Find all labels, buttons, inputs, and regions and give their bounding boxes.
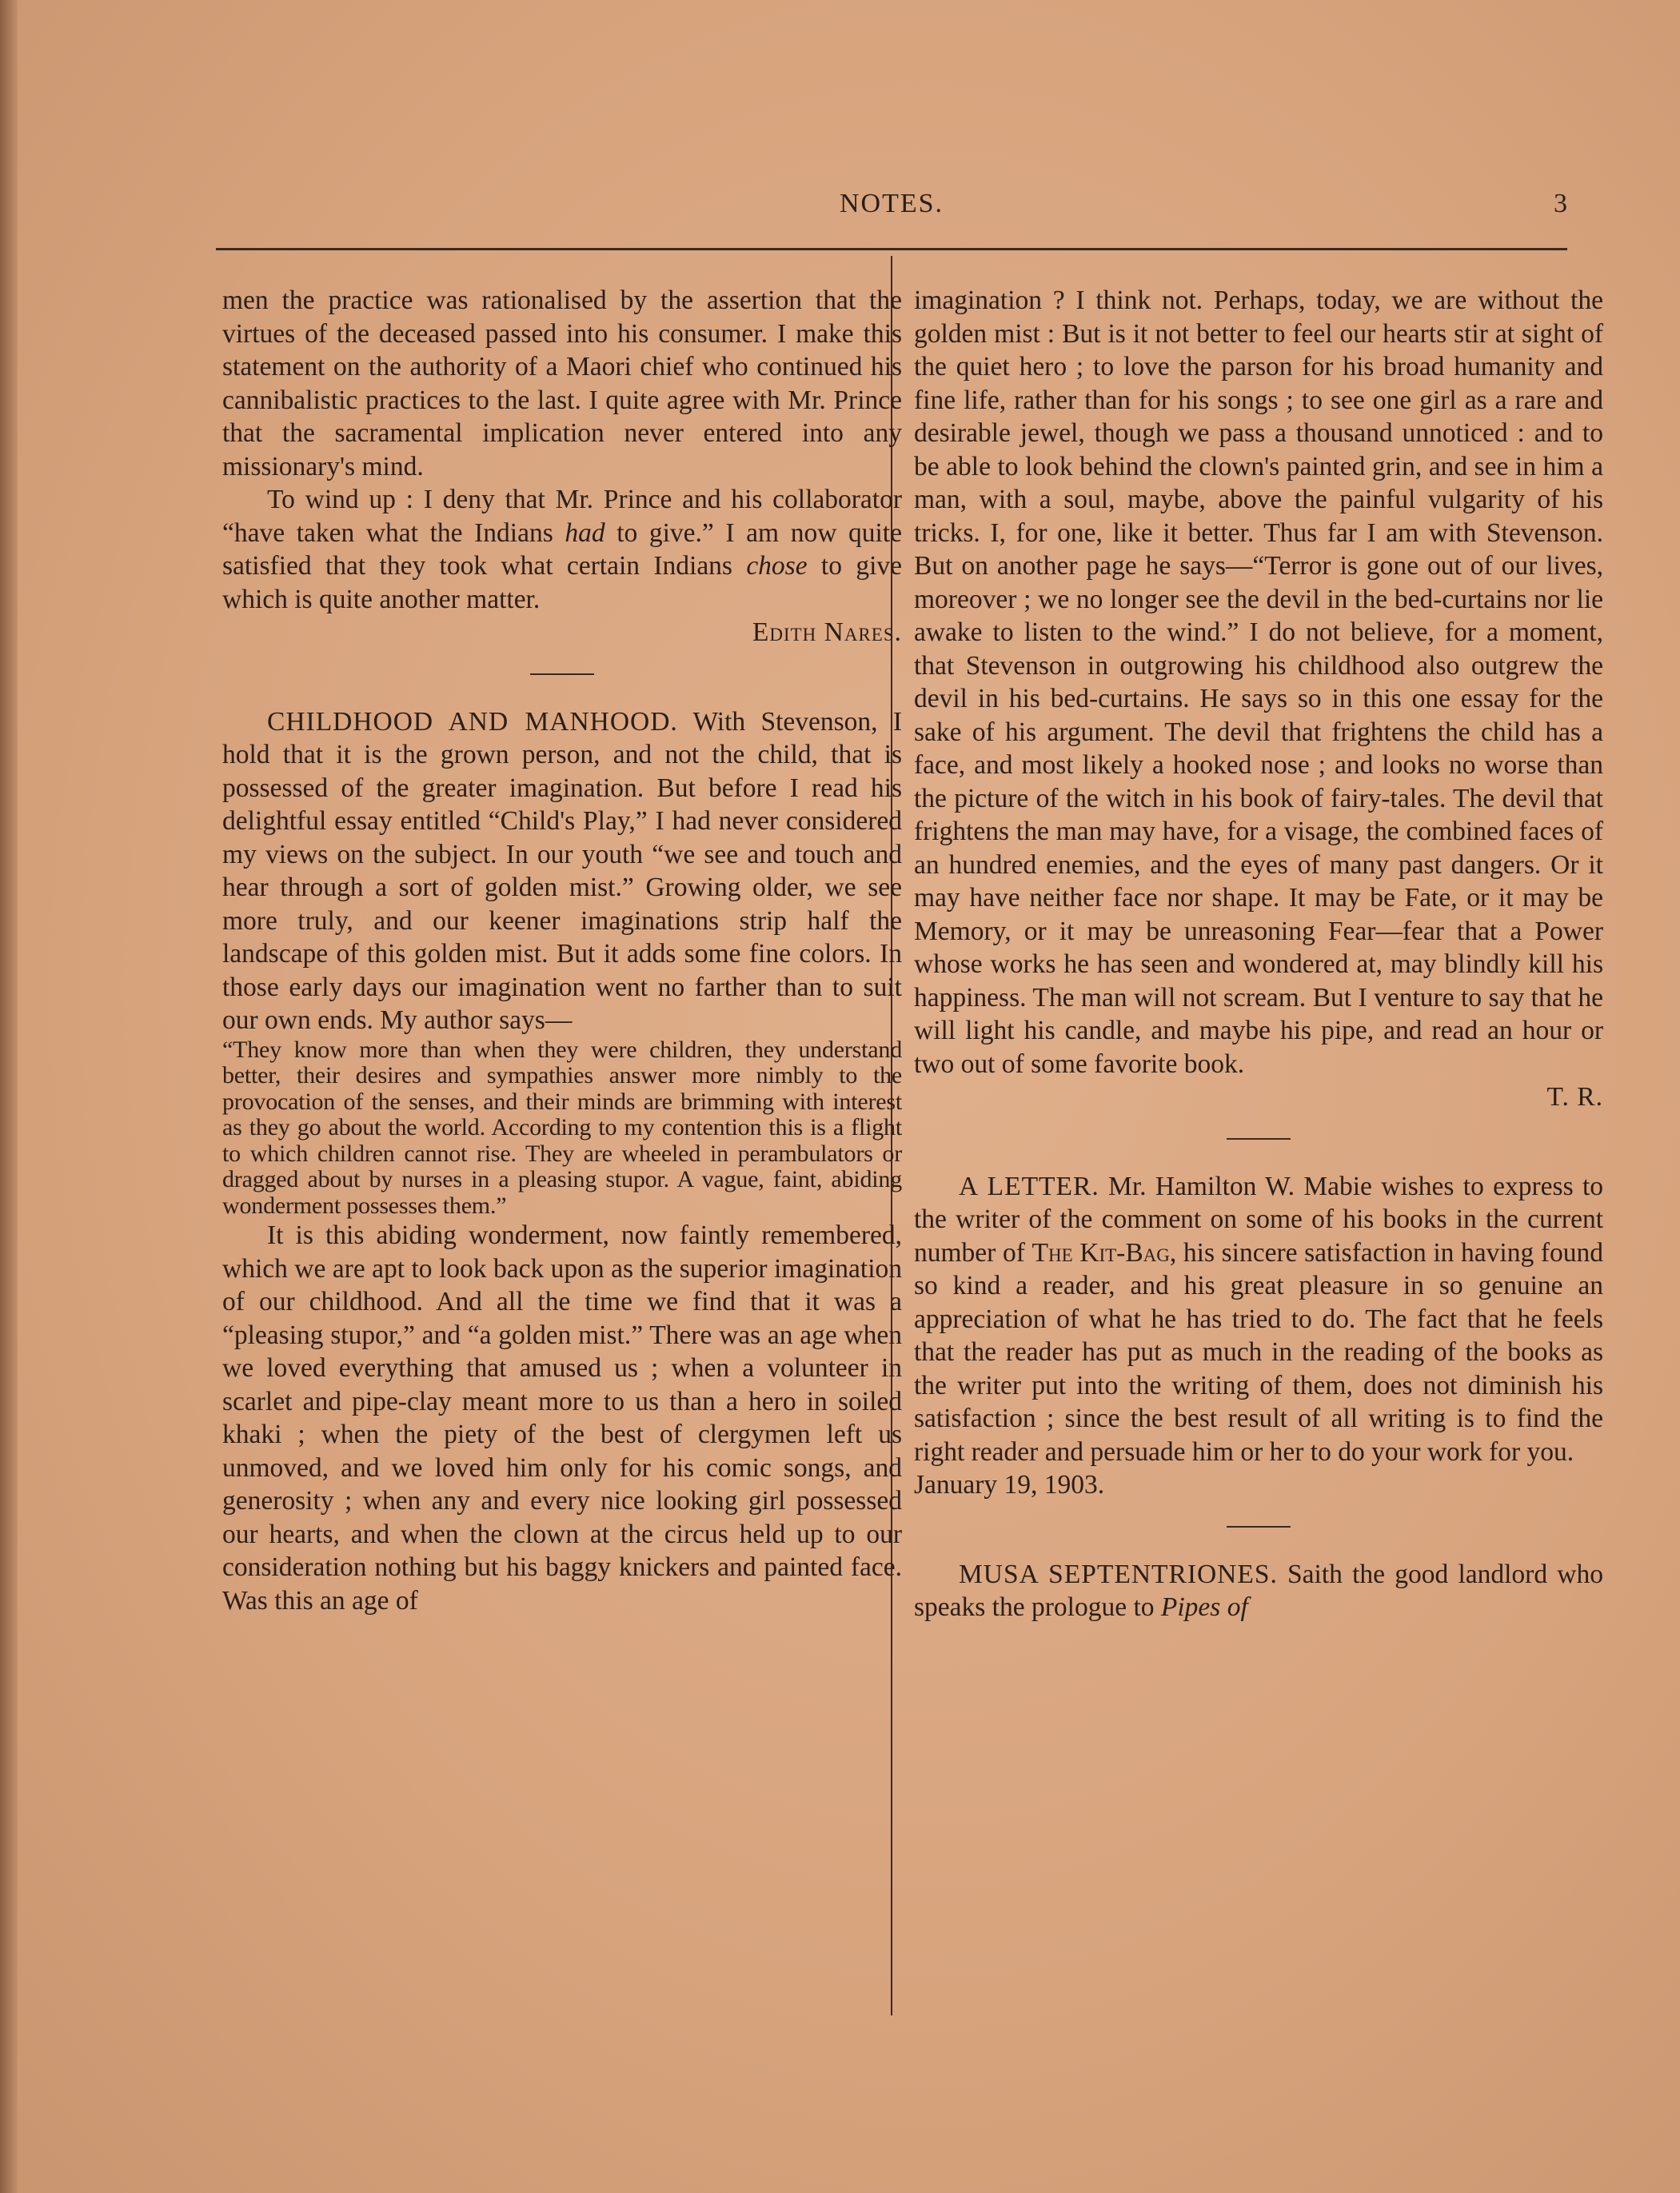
paragraph-musa: MUSA SEPTENTRIONES. Saith the good landlord who speaks the prologue to Pipes of xyxy=(914,1559,1603,1622)
page-spine-edge xyxy=(0,0,18,2193)
paragraph-imagination: imagination ? I think not. Perhaps, today, we are without the golden mist : But is it not better to feel our hearts stir at sight of the quiet hero ; to love the parson for his broad humanity and fine life, rather than for his songs ; to see one girl as a rare and desirable jewel, though we pass a thousand unnoticed : and to be able to look behind the clown's painted grin, and see in him a man, with a soul, maybe, above the painful vulgarity of his tricks. I, for one, like it better. Thus far I am with Stevenson. But on another page he says—“Terror is gone out of our lives, moreover ; we no longer see the devil in the bed-curtains nor lie awake to listen to the wind.” I do not believe, for a moment, that Stevenson in outgrowing his childhood also outgrew the devil in his bed-curtains. He says so in this one essay for the sake of his argument. The devil that frightens the child has a face, and most likely a hooked nose ; and looks no worse than the picture of the witch in his book of fairy-tales. The devil that frightens the man may have, for a visage, the combined faces of an hundred enemies, and the eyes of many past dangers. Or it may have neither face nor shape. It may be Fate, or it may be Memory, or it may be unreasoning Fear—fear that a Power whose works he has seen and wondered at, may blindly kill his happiness. The man will not scream. But I venture to say that he will light his candle, and maybe his pipe, and read an hour or two out of some favorite book. xyxy=(914,286,1603,1079)
paragraph-wonderment: It is this abiding wonderment, now faintly remembered, which we are apt to look back upon as the superior imagination of our childhood. And all the time we find that it was a “pleasing stupor,” and “a golden mist.” There was an age when we loved everything that amused us ; when a volunteer in scarlet and pipe-clay meant more to us than a hero in soiled khaki ; when the piety of the best of clergymen left us unmoved, and we loved him only for his comic songs, and generosity ; when any and every nice looking girl possessed our hearts, and when the clown at the circus held up to our consideration nothing but his baggy knickers and painted face. Was this an age of xyxy=(222,1220,902,1616)
section-separator xyxy=(1227,1138,1291,1140)
section-heading-musa: MUSA SEPTENTRIONES. xyxy=(959,1559,1278,1589)
page-header xyxy=(216,189,1567,237)
section-heading-childhood: CHILDHOOD AND MANHOOD. xyxy=(267,706,678,737)
section-heading-letter: A LETTER. xyxy=(959,1171,1099,1201)
paragraph-childhood-manhood: CHILDHOOD AND MANHOOD. With Stevenson, I hold that it is the grown person, and not the child, that is possessed of the greater imagination. But before I read his delightful essay entitled “Child's Play,” I had never considered my views on the subject. In our youth “we see and touch and hear through a sort of golden mist.” Growing older, we see more truly, and our keener imaginations strip half the landscape of this golden mist. But it adds some fine colors. In those early days our imagination went no farther than to suit our own ends. My author says— xyxy=(222,706,903,1035)
page-number: 3 xyxy=(1554,189,1567,218)
right-column xyxy=(914,284,1603,1624)
running-head: NOTES. xyxy=(840,189,944,218)
paragraph-cannibalism: men the practice was rationalised by the assertion that the virtues of the deceased passed into his consumer. I make this statement on the authority of a Maori chief who continued his cannibalistic practices to the last. I quite agree with Mr. Prince that the sacramental implication never entered into any missionary's mind. xyxy=(222,286,902,481)
signature-edith-nares: Edith Nares. xyxy=(752,617,902,647)
section-separator xyxy=(1227,1526,1291,1528)
letter-date: January 19, 1903. xyxy=(914,1470,1105,1500)
magazine-title: The Kit-Bag xyxy=(1032,1237,1170,1268)
section-separator xyxy=(530,673,594,675)
paragraph-letter: A LETTER. Mr. Hamilton W. Mabie wishes to express to the writer of the comment on some of his books in the current number of The Kit-Bag, his sincere satisfaction in having found so kind a reader, and his great pleasure in so genuine an appreciation of what he has tried to do. The fact that he feels that the reader has put as much in the reading of the books as the writer put into the writing of them, does not diminish his satisfaction ; since the best result of all writing is to find the right reader and persuade him or her to do your work for you. xyxy=(914,1171,1603,1467)
signature-tr: T. R. xyxy=(1546,1082,1603,1112)
header-rule xyxy=(216,248,1567,250)
left-column xyxy=(222,284,902,1617)
block-quote-stevenson: “They know more than when they were children, they understand better, their desires and sympathies answer more nimbly to the provocation of the senses, and their minds are brimming with interest as they go about the world. According to my contention this is a flight to which children cannot rise. They are wheeled in perambulators or dragged about by nurses in a pleasing stupor. A vague, faint, abiding wonderment possesses them.” xyxy=(222,1036,902,1219)
paragraph-wind-up: To wind up : I deny that Mr. Prince and his collaborator “have taken what the Indians had to give.” I am now quite satisfied that they took what certain Indians chose to give which is quite another matter. xyxy=(222,485,902,614)
